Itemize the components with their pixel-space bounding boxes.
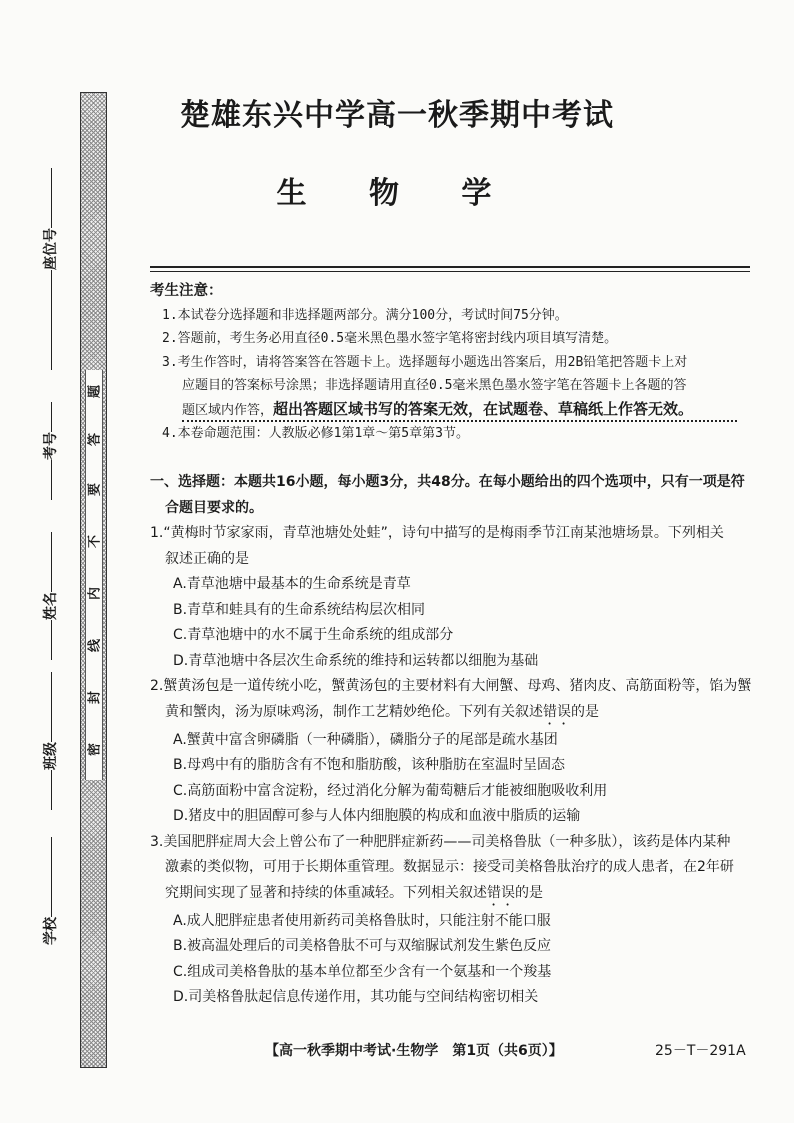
- emphasis-mark: 错误: [487, 884, 515, 901]
- option-d[interactable]: D.猪皮中的胆固醇可参与人体内细胞膜的构成和血液中脂质的运输: [173, 808, 581, 824]
- seal-char: 密: [87, 743, 103, 757]
- notice-item: 2.答题前，考生务必用直径0.5毫米黑色墨水签字笔将密封线内项目填写清楚。: [162, 331, 618, 346]
- seal-char: 要: [87, 483, 103, 497]
- exam-notice: [150, 280, 760, 446]
- question-2: [150, 674, 760, 830]
- question-number: 2.: [150, 678, 164, 694]
- subject-title: 生 物 学: [276, 176, 518, 211]
- question-stem: “黄梅时节家家雨，青草池塘处处蛙”，诗句中描写的是梅雨季节江南某池塘场景。下列相关: [163, 525, 724, 541]
- question-number: 3.: [150, 833, 164, 850]
- notice-item: 3.考生作答时，请将答案答在答题卡上。选择题每小题选出答案后，用2B铅笔把答题卡上对: [162, 354, 688, 370]
- school-field[interactable]: [40, 837, 60, 945]
- section-heading: [150, 470, 760, 521]
- question-stem-tail: 的是: [571, 703, 599, 720]
- option-b[interactable]: B.母鸡中有的脂肪含有不饱和脂肪酸，该种脂肪在室温时呈固态: [173, 757, 566, 773]
- header-rule: [150, 266, 750, 268]
- notice-warning: 超出答题区域书写的答案无效，在试题卷、草稿纸上作答无效。: [273, 399, 694, 418]
- notice-item: 1.本试卷分选择题和非选择题两部分。满分100分，考试时间75分钟。: [162, 307, 568, 323]
- question-1: [150, 521, 760, 674]
- question-number: 1.: [150, 525, 164, 541]
- class-label: 班级: [43, 742, 59, 770]
- paper-code: 25－T－291A: [655, 1043, 746, 1059]
- section-heading-line: 一、选择题：本题共16小题，每小题3分，共48分。在每小题给出的四个选项中，只有一项是符: [150, 474, 745, 490]
- notice-heading: 考生注意：: [150, 283, 223, 299]
- exam-title: 楚雄东兴中学高一秋季期中考试: [180, 98, 614, 133]
- option-d[interactable]: D.青草池塘中各层次生命系统的维持和运转都以细胞为基础: [173, 652, 539, 669]
- notice-text: 题区域内作答，: [182, 402, 274, 418]
- exam-number-field[interactable]: [40, 402, 60, 500]
- seal-char: 答: [87, 433, 103, 447]
- name-label: 姓名: [43, 592, 59, 620]
- question-3: [150, 830, 760, 1011]
- question-stem: 激素的类似物，可用于长期体重管理。数据显示：接受司美格鲁肽治疗的成人患者，在2年研: [165, 859, 734, 875]
- option-c[interactable]: C.高筋面粉中富含淀粉，经过消化分解为葡萄糖后才能被细胞吸收利用: [173, 782, 608, 799]
- option-c[interactable]: C.青草池塘中的水不属于生命系统的组成部分: [173, 627, 454, 643]
- question-stem: 究期间实现了显著和持续的体重减轻。下列相关叙述: [165, 884, 487, 901]
- notice-item: 应题目的答案标号涂黑；非选择题请用直径0.5毫米黑色墨水签字笔在答题卡上各题的答: [182, 378, 687, 393]
- option-d[interactable]: D.司美格鲁肽起信息传递作用，其功能与空间结构密切相关: [173, 989, 539, 1005]
- seal-char: 内: [87, 587, 103, 601]
- question-stem: 蟹黄汤包是一道传统小吃，蟹黄汤包的主要材料有大闸蟹、母鸡、猪肉皮、高筋面粉等，馅为蟹: [163, 678, 752, 694]
- section-heading-line: 合题目要求的。: [165, 499, 263, 516]
- exam-number-label: 考号: [43, 432, 59, 460]
- option-b[interactable]: B.青草和蛙具有的生命系统结构层次相同: [173, 601, 426, 618]
- notice-item-line: [150, 398, 760, 423]
- question-stem-tail: 的是: [515, 884, 543, 901]
- question-stem: 美国肥胖症周大会上曾公布了一种肥胖症新药——司美格鲁肽（一种多肽），该药是体内某种: [163, 833, 731, 850]
- option-b[interactable]: B.被高温处理后的司美格鲁肽不可与双缩脲试剂发生紫色反应: [173, 938, 552, 954]
- seat-number-label: 座位号: [43, 228, 59, 270]
- name-field[interactable]: [40, 532, 60, 660]
- questions-body: [150, 470, 760, 1011]
- seal-char: 不: [87, 535, 103, 549]
- school-label: 学校: [43, 917, 59, 945]
- seal-char: 题: [87, 385, 103, 399]
- notice-item: 4.本卷命题范围：人教版必修1第1章～第5章第3节。: [162, 426, 469, 441]
- class-field[interactable]: [40, 672, 60, 810]
- option-c[interactable]: C.组成司美格鲁肽的基本单位都至少含有一个氨基和一个羧基: [173, 963, 552, 980]
- question-stem: 黄和蟹肉，汤为原味鸡汤，制作工艺精妙绝伦。下列有关叙述: [165, 703, 543, 720]
- header-rule-thin: [150, 271, 750, 272]
- option-a[interactable]: A.蟹黄中富含卵磷脂（一种磷脂），磷脂分子的尾部是疏水基团: [173, 731, 558, 748]
- question-stem: 叙述正确的是: [165, 550, 249, 567]
- option-a[interactable]: A.青草池塘中最基本的生命系统是青草: [173, 576, 411, 592]
- emphasis-mark: 错误: [543, 703, 571, 720]
- seal-char: 线: [87, 639, 103, 653]
- option-a[interactable]: A.成人肥胖症患者使用新药司美格鲁肽时，只能注射不能口服: [173, 912, 551, 929]
- page-footer: 【高一秋季期中考试·生物学 第1页（共6页）】: [265, 1043, 563, 1059]
- seal-char: 封: [87, 691, 103, 705]
